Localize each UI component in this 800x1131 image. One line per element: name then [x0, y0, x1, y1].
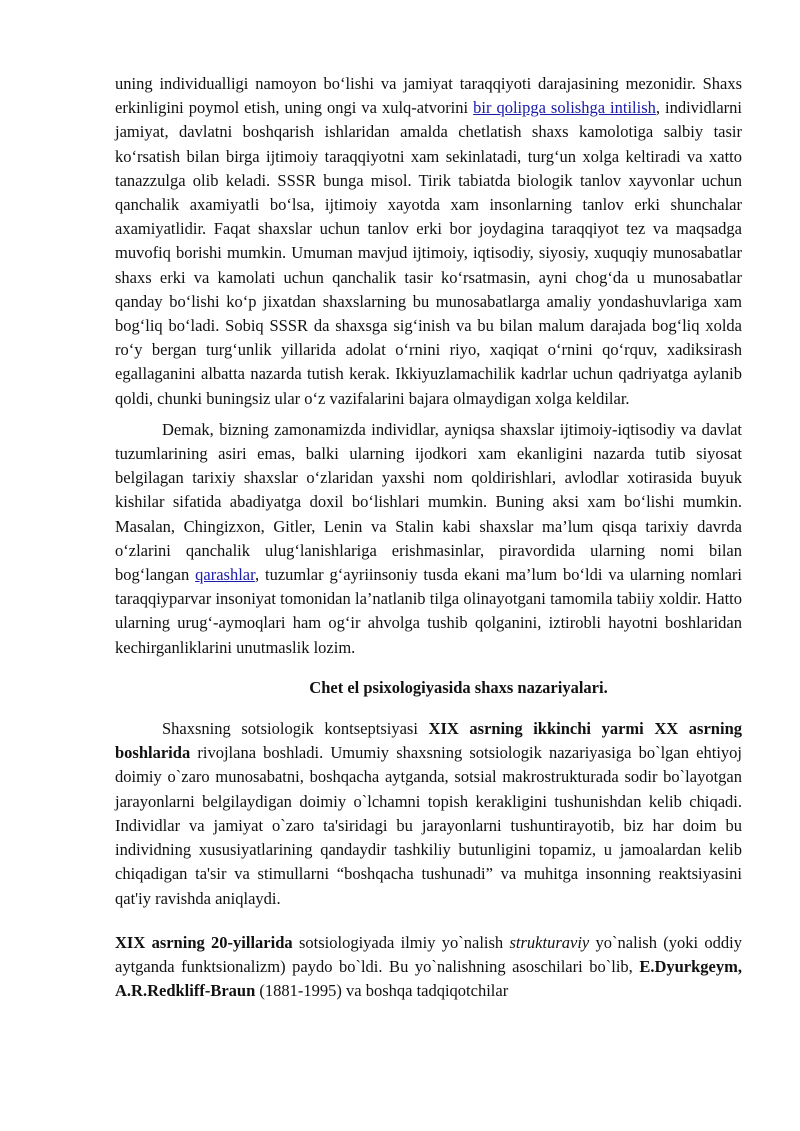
link-qarashlar[interactable]: qarashlar — [195, 565, 255, 585]
paragraph-4 — [115, 931, 742, 1004]
paragraph-1-text-b: , individlarni jamiyat, davlatni boshqarish ishlaridan amalda chetlatish shaxs kamolotiga salbiy tasir ko‘rsatish bilan birga ijtimoiy taraqqiyotni xam sekinlatadi, turg‘un xolga keltiradi va xatto tanazzulga olib keladi. SSSR bunga misol. Tirik tabiatda biologik tanlov xayvonlar uchun qanchalik axamiyatli bo‘lsa, ijtimoiy xayotda xam insonlarning tanlov erki shunchalar axamiyatlidir. Faqat shaxslar uchun tanlov erki bor joydagina taraqqiyot tez va maqsadga muvofiq borishi mumkin. Umuman mavjud ijtimoiy, iqtisodiy, siyosiy, xuquqiy munosabatlar shaxs erki va kamolati uchun qanchalik tasir ko‘rsatmasin, ayni chog‘da u munosabatlar qanday bo‘lishi ko‘p jixatdan shaxslarning bu munosabatlarga amaliy yondashuvlariga xam bog‘liq bo‘ladi. Sobiq SSSR da shaxsga sig‘inish va bu bilan malum darajada bog‘liq xolda ro‘y bergan turg‘unlik yillarida adolat o‘rnini riyo, xaqiqat o‘rnini qo‘rquv, xadiksirash egallaganini albatta nazarda tutish kerak. Ikkiyuzlamachilik kadrlar uchun qadriyatga aylanib qoldi, chunki buningsiz ular o‘z vazifalarini bajara olmaydigan xolga keldilar. — [115, 98, 742, 408]
paragraph-4-italic: strukturaviy — [509, 932, 590, 952]
paragraph-3 — [115, 717, 742, 911]
paragraph-3-text-a: Shaxsning sotsiologik kontseptsiyasi — [162, 719, 429, 739]
paragraph-2-text-b: , tuzumlar g‘ayriinsoniy tusda ekani ma’lum bo‘ldi va ularning nomlari taraqqiyparvar insoniyat tomonidan la’natlanib tilga olinayotgani tamomila tabiiy xoldir. Hatto ularning urug‘-aymoqlari ham og‘ir ahvolga tushib qolganini, iztirobli hayotni boshlaridan kechirganliklarini unutmaslik lozim. — [115, 565, 742, 657]
paragraph-4-bold-b: E.Dyurkgeym, A.R.Redkliff-Braun — [115, 956, 742, 1001]
paragraph-4-text-b: yo`nalish (yoki oddiy aytganda funktsionalizm) paydo bo`ldi. Bu yo`nalishning asoschilari bo`lib, — [115, 932, 742, 976]
paragraph-1 — [115, 72, 742, 411]
paragraph-4-text-a: sotsiologiyada ilmiy yo`nalish — [292, 932, 510, 952]
link-bir-qolipga[interactable]: bir qolipga solishga intilish — [473, 98, 656, 118]
paragraph-4-text-c: (1881-1995) va boshqa tadqiqotchilar — [255, 981, 509, 1001]
paragraph-2-text-a: Demak, bizning zamonamizda individlar, ayniqsa shaxslar ijtimoiy-iqtisodiy va davlat tuzumlarining asiri emas, balki ularning ijodkori xam ekanligini nazarda tutib siyosat belgilagan tarixiy shaxslar o‘zlaridan yaxshi nom qoldirishlari, avlodlar xotirasida buyuk kishilar sifatida abadiyatga doxil bo‘lishlari mumkin. Buning aksi xam bo‘lishi mumkin. Masalan, Chingizxon, Gitler, Lenin va Stalin kabi shaxslar ma’lum qisqa tarixiy davrda o‘zlarini qanchalik ulug‘lanishlariga erishmasinlar, piravordida ularning nomi bilan bog‘langan — [115, 419, 742, 585]
section-heading: Chet el psixologiyasida shaxs nazariyalari. — [309, 677, 608, 697]
paragraph-3-bold: XIX asrning ikkinchi yarmi XX asrning boshlarida — [115, 719, 742, 763]
paragraph-3-text-b: rivojlana boshladi. Umumiy shaxsning sotsiologik nazariyasiga bo`lgan ehtiyoj doimiy o`zaro munosabatni, boshqacha aytganda, sotsial makrostrukturada sodir bo`layotgan jarayonlarni belgilaydigan doimiy o`lchamni topish kerakligini tushunishdan kelib chiqadi. Individlar va jamiyat o`zaro ta'siridagi bu jarayonlarni tushuntirayotib, biz har doim bu individning xususiyatlarining qandaydir tashkiliy butunligini topamiz, u jamoalardan kelib chiqadigan ta'sir va stimullarni “boshqacha tushunadi” va muhitga insonning reaktsiyasini qat'iy ravishda aniqlaydi. — [115, 743, 742, 908]
paragraph-2 — [115, 418, 742, 660]
paragraph-1-text-a: uning individualligi namoyon bo‘lishi va jamiyat taraqqiyoti darajasining mezonidir. Shaxs erkinligini poymol etish, uning ongi va xulq-atvorini — [115, 74, 742, 118]
paragraph-4-bold-a: XIX asrning 20-yillarida — [115, 932, 293, 952]
